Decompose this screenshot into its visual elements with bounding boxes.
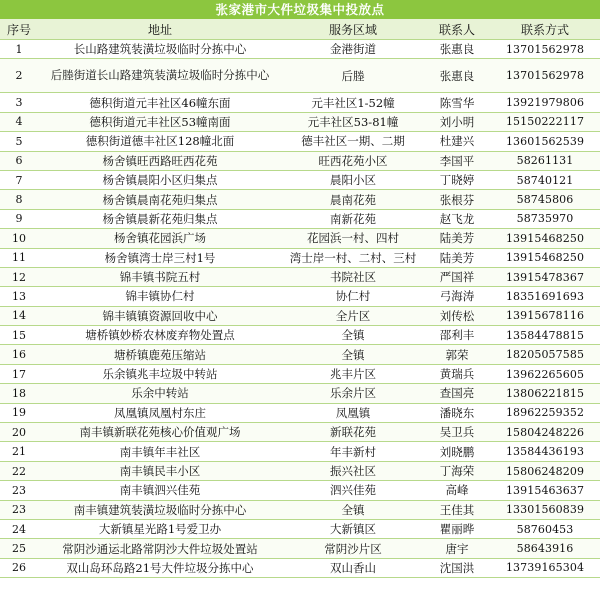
cell-address: 杨舍镇湾士岸三村1号 xyxy=(38,248,282,267)
cell-contact: 张惠良 xyxy=(424,40,490,59)
table-row xyxy=(0,326,600,345)
cell-area: 全镇 xyxy=(282,326,424,345)
table-row xyxy=(0,93,600,112)
cell-phone: 13301560839 xyxy=(490,500,600,519)
table-row xyxy=(0,442,600,461)
header-seq: 序号 xyxy=(0,19,38,40)
table-row xyxy=(0,287,600,306)
cell-contact: 丁晓婷 xyxy=(424,170,490,189)
cell-contact: 赵飞龙 xyxy=(424,209,490,228)
cell-seq: 20 xyxy=(0,423,38,442)
table-row xyxy=(0,539,600,558)
table-row xyxy=(0,267,600,286)
cell-contact: 黄瑞兵 xyxy=(424,364,490,383)
cell-phone: 58745806 xyxy=(490,190,600,209)
cell-area: 乐余片区 xyxy=(282,384,424,403)
cell-phone: 13701562978 xyxy=(490,59,600,93)
cell-address: 锦丰镇镇资源回收中心 xyxy=(38,306,282,325)
cell-seq: 3 xyxy=(0,93,38,112)
table-row xyxy=(0,170,600,189)
cell-address: 杨舍镇晨新花苑归集点 xyxy=(38,209,282,228)
table-row xyxy=(0,519,600,538)
cell-phone: 18205057585 xyxy=(490,345,600,364)
cell-seq: 16 xyxy=(0,345,38,364)
table-row xyxy=(0,481,600,500)
table-row xyxy=(0,558,600,577)
cell-phone: 13739165304 xyxy=(490,558,600,577)
cell-area: 全片区 xyxy=(282,306,424,325)
cell-area: 协仁村 xyxy=(282,287,424,306)
cell-phone: 13921979806 xyxy=(490,93,600,112)
cell-address: 德积街道元丰社区53幢南面 xyxy=(38,112,282,131)
cell-area: 兆丰片区 xyxy=(282,364,424,383)
table-row xyxy=(0,423,600,442)
cell-address: 锦丰镇书院五村 xyxy=(38,267,282,286)
cell-seq: 6 xyxy=(0,151,38,170)
cell-address: 乐余中转站 xyxy=(38,384,282,403)
table-row xyxy=(0,229,600,248)
cell-address: 南丰镇新联花苑核心价值观广场 xyxy=(38,423,282,442)
table-row xyxy=(0,364,600,383)
cell-area: 金港街道 xyxy=(282,40,424,59)
table-row xyxy=(0,209,600,228)
cell-seq: 25 xyxy=(0,539,38,558)
cell-contact: 查国亮 xyxy=(424,384,490,403)
cell-phone: 15804248226 xyxy=(490,423,600,442)
cell-phone: 18351691693 xyxy=(490,287,600,306)
table-row xyxy=(0,384,600,403)
cell-contact: 高峰 xyxy=(424,481,490,500)
cell-area: 后塍 xyxy=(282,59,424,93)
cell-seq: 18 xyxy=(0,384,38,403)
cell-area: 全镇 xyxy=(282,345,424,364)
table-body xyxy=(0,40,600,578)
cell-contact: 郭荣 xyxy=(424,345,490,364)
cell-seq: 5 xyxy=(0,132,38,151)
cell-contact: 弓海涛 xyxy=(424,287,490,306)
cell-phone: 13915478367 xyxy=(490,267,600,286)
header-row xyxy=(0,19,600,40)
cell-address: 塘桥镇鹿苑压缩站 xyxy=(38,345,282,364)
cell-seq: 22 xyxy=(0,461,38,480)
cell-seq: 17 xyxy=(0,364,38,383)
cell-address: 杨舍镇晨阳小区归集点 xyxy=(38,170,282,189)
table-row xyxy=(0,248,600,267)
cell-area: 大新镇区 xyxy=(282,519,424,538)
cell-seq: 15 xyxy=(0,326,38,345)
cell-seq: 13 xyxy=(0,287,38,306)
cell-seq: 21 xyxy=(0,442,38,461)
table-row xyxy=(0,59,600,93)
cell-area: 元丰社区53-81幢 xyxy=(282,112,424,131)
cell-area: 花园浜一村、四村 xyxy=(282,229,424,248)
cell-seq: 11 xyxy=(0,248,38,267)
cell-contact: 王佳其 xyxy=(424,500,490,519)
cell-contact: 李国平 xyxy=(424,151,490,170)
cell-area: 年丰新村 xyxy=(282,442,424,461)
cell-area: 双山香山 xyxy=(282,558,424,577)
cell-phone: 58760453 xyxy=(490,519,600,538)
cell-seq: 12 xyxy=(0,267,38,286)
cell-address: 塘桥镇妙桥农林废弃物处置点 xyxy=(38,326,282,345)
cell-contact: 张根芬 xyxy=(424,190,490,209)
header-address: 地址 xyxy=(38,19,282,40)
cell-address: 南丰镇年丰社区 xyxy=(38,442,282,461)
cell-phone: 58740121 xyxy=(490,170,600,189)
cell-seq: 23 xyxy=(0,481,38,500)
cell-contact: 沈国洪 xyxy=(424,558,490,577)
table-row xyxy=(0,190,600,209)
cell-area: 全镇 xyxy=(282,500,424,519)
cell-phone: 18962259352 xyxy=(490,403,600,422)
cell-contact: 陆美芳 xyxy=(424,248,490,267)
cell-contact: 张惠良 xyxy=(424,59,490,93)
cell-area: 凤凰镇 xyxy=(282,403,424,422)
cell-contact: 唐宇 xyxy=(424,539,490,558)
cell-address: 南丰镇泗兴佳苑 xyxy=(38,481,282,500)
cell-address: 大新镇星光路1号爱卫办 xyxy=(38,519,282,538)
cell-area: 湾士岸一村、二村、三村 xyxy=(282,248,424,267)
cell-address: 德积街道德丰社区128幢北面 xyxy=(38,132,282,151)
cell-area: 旺西花苑小区 xyxy=(282,151,424,170)
cell-area: 书院社区 xyxy=(282,267,424,286)
cell-phone: 58735970 xyxy=(490,209,600,228)
table-row xyxy=(0,306,600,325)
cell-seq: 26 xyxy=(0,558,38,577)
cell-phone: 15806248209 xyxy=(490,461,600,480)
cell-address: 南丰镇建筑装潢垃圾临时分拣中心 xyxy=(38,500,282,519)
cell-area: 晨南花苑 xyxy=(282,190,424,209)
table-row xyxy=(0,40,600,59)
cell-phone: 13584478815 xyxy=(490,326,600,345)
table-row xyxy=(0,345,600,364)
cell-address: 德积街道元丰社区46幢东面 xyxy=(38,93,282,112)
cell-phone: 13701562978 xyxy=(490,40,600,59)
header-contact: 联系人 xyxy=(424,19,490,40)
table-row xyxy=(0,403,600,422)
cell-contact: 陆美芳 xyxy=(424,229,490,248)
cell-phone: 13962265605 xyxy=(490,364,600,383)
cell-contact: 邵利丰 xyxy=(424,326,490,345)
cell-phone: 58643916 xyxy=(490,539,600,558)
cell-phone: 13915463637 xyxy=(490,481,600,500)
cell-address: 杨舍镇晨南花苑归集点 xyxy=(38,190,282,209)
cell-phone: 15150222117 xyxy=(490,112,600,131)
cell-address: 南丰镇民丰小区 xyxy=(38,461,282,480)
cell-seq: 19 xyxy=(0,403,38,422)
cell-contact: 刘传松 xyxy=(424,306,490,325)
cell-contact: 吴卫兵 xyxy=(424,423,490,442)
cell-address: 杨舍镇旺西路旺西花苑 xyxy=(38,151,282,170)
cell-address: 双山岛环岛路21号大件垃圾分拣中心 xyxy=(38,558,282,577)
cell-address: 常阴沙通运北路常阴沙大件垃圾处置站 xyxy=(38,539,282,558)
cell-contact: 刘晓鹏 xyxy=(424,442,490,461)
cell-seq: 1 xyxy=(0,40,38,59)
cell-seq: 8 xyxy=(0,190,38,209)
header-area: 服务区域 xyxy=(282,19,424,40)
cell-phone: 13915468250 xyxy=(490,248,600,267)
table-title: 张家港市大件垃圾集中投放点 xyxy=(0,0,600,19)
cell-area: 南新花苑 xyxy=(282,209,424,228)
cell-phone: 13601562539 xyxy=(490,132,600,151)
cell-address: 乐余镇兆丰垃圾中转站 xyxy=(38,364,282,383)
table-row xyxy=(0,151,600,170)
cell-contact: 刘小明 xyxy=(424,112,490,131)
cell-address: 凤凰镇凤凰村东庄 xyxy=(38,403,282,422)
cell-contact: 杜建兴 xyxy=(424,132,490,151)
cell-area: 泗兴佳苑 xyxy=(282,481,424,500)
cell-contact: 严国祥 xyxy=(424,267,490,286)
cell-seq: 10 xyxy=(0,229,38,248)
cell-area: 振兴社区 xyxy=(282,461,424,480)
table-row xyxy=(0,132,600,151)
header-phone: 联系方式 xyxy=(490,19,600,40)
table-row xyxy=(0,500,600,519)
cell-area: 德丰社区一期、二期 xyxy=(282,132,424,151)
cell-seq: 24 xyxy=(0,519,38,538)
cell-phone: 13915678116 xyxy=(490,306,600,325)
cell-phone: 13915468250 xyxy=(490,229,600,248)
cell-seq: 9 xyxy=(0,209,38,228)
cell-contact: 潘晓东 xyxy=(424,403,490,422)
cell-address: 长山路建筑装潢垃圾临时分拣中心 xyxy=(38,40,282,59)
collection-points-table xyxy=(0,19,600,578)
cell-address: 杨舍镇花园浜广场 xyxy=(38,229,282,248)
table-row xyxy=(0,112,600,131)
cell-seq: 23 xyxy=(0,500,38,519)
cell-area: 新联花苑 xyxy=(282,423,424,442)
cell-contact: 瞿丽晔 xyxy=(424,519,490,538)
cell-address: 锦丰镇协仁村 xyxy=(38,287,282,306)
cell-phone: 13806221815 xyxy=(490,384,600,403)
cell-seq: 4 xyxy=(0,112,38,131)
table-row xyxy=(0,461,600,480)
cell-contact: 丁海荣 xyxy=(424,461,490,480)
cell-area: 晨阳小区 xyxy=(282,170,424,189)
cell-address: 后塍街道长山路建筑装潢垃圾临时分拣中心 xyxy=(38,59,282,93)
cell-phone: 58261131 xyxy=(490,151,600,170)
cell-seq: 7 xyxy=(0,170,38,189)
cell-phone: 13584436193 xyxy=(490,442,600,461)
cell-area: 元丰社区1-52幢 xyxy=(282,93,424,112)
cell-contact: 陈雪华 xyxy=(424,93,490,112)
cell-area: 常阴沙片区 xyxy=(282,539,424,558)
cell-seq: 2 xyxy=(0,59,38,93)
cell-seq: 14 xyxy=(0,306,38,325)
